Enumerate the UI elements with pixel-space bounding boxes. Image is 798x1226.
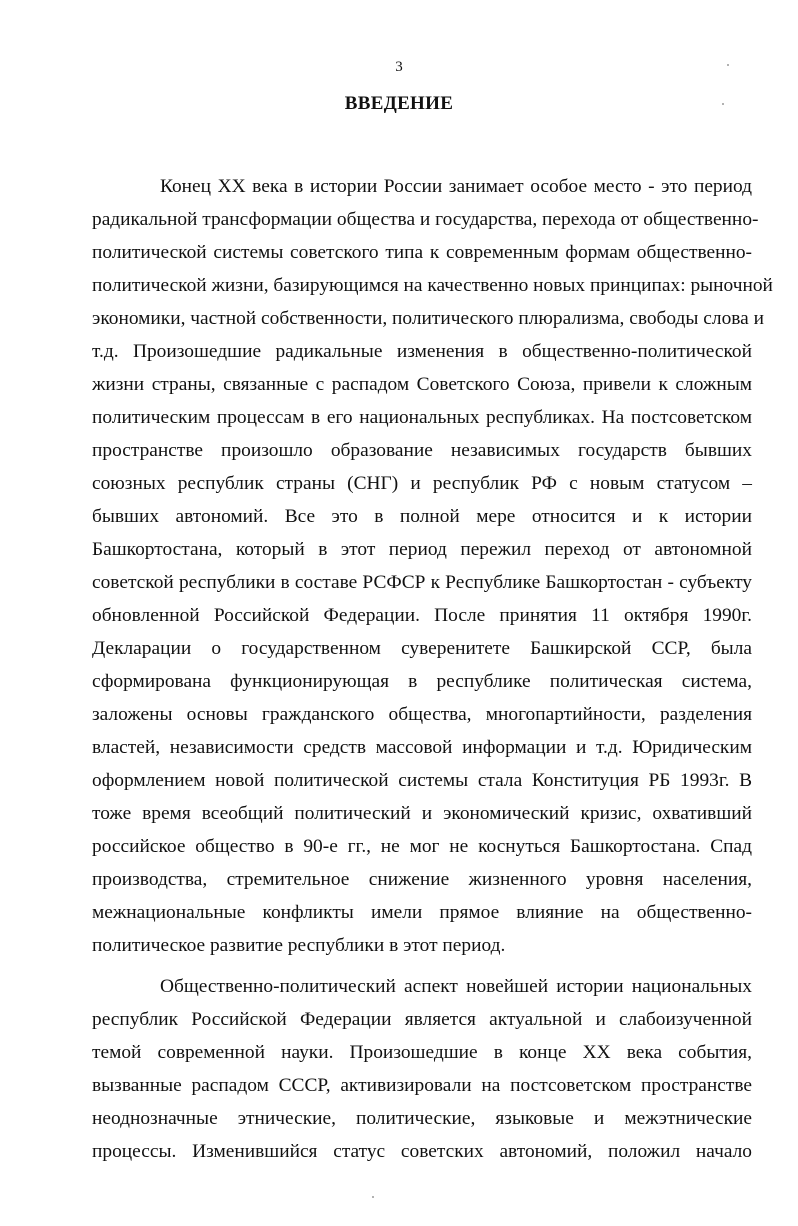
text-line: политическое развитие республики в этот период.: [92, 935, 506, 956]
text-line: процессы. Изменившийся статус советских автономий, положил начало: [92, 1141, 752, 1162]
scan-speck: [727, 64, 729, 66]
text-line: союзных республик страны (СНГ) и республик РФ с новым статусом –: [92, 473, 752, 494]
text-line: жизни страны, связанные с распадом Советского Союза, привели к сложным: [92, 374, 752, 395]
text-line: советской республики в составе РСФСР к Республике Башкортостан - субъекту: [92, 572, 752, 593]
text-line: обновленной Российской Федерации. После принятия 11 октября 1990г.: [92, 605, 752, 626]
text-line: бывших автономий. Все это в полной мере относится и к истории: [92, 506, 752, 527]
text-line: экономики, частной собственности, политического плюрализма, свободы слова и: [92, 308, 764, 329]
page-title: ВВЕДЕНИЕ: [344, 93, 454, 114]
text-line: темой современной науки. Произошедшие в конце XX века события,: [92, 1042, 752, 1063]
text-line: неоднозначные этнические, политические, языковые и межэтнические: [92, 1108, 752, 1129]
text-line: заложены основы гражданского общества, многопартийности, разделения: [92, 704, 752, 725]
scan-speck: [722, 103, 724, 105]
text-line: вызванные распадом СССР, активизировали на постсоветском пространстве: [92, 1075, 752, 1096]
text-line: Конец XX века в истории России занимает особое место - это период: [160, 176, 752, 197]
scan-speck: [372, 1196, 374, 1198]
text-line: производства, стремительное снижение жизненного уровня населения,: [92, 869, 752, 890]
text-line: Общественно-политический аспект новейшей истории национальных: [160, 976, 752, 997]
text-line: Декларации о государственном суверенитете Башкирской ССР, была: [92, 638, 752, 659]
text-line: политической системы советского типа к современным формам общественно-: [92, 242, 752, 263]
page-number: 3: [395, 59, 403, 75]
text-line: политическим процессам в его национальных республиках. На постсоветском: [92, 407, 752, 428]
text-line: т.д. Произошедшие радикальные изменения в общественно-политической: [92, 341, 752, 362]
text-line: властей, независимости средств массовой информации и т.д. Юридическим: [92, 737, 752, 758]
text-line: Башкортостана, который в этот период пережил переход от автономной: [92, 539, 752, 560]
text-line: российское общество в 90-е гг., не мог не коснуться Башкортостана. Спад: [92, 836, 752, 857]
text-line: межнациональные конфликты имели прямое влияние на общественно-: [92, 902, 752, 923]
text-line: политической жизни, базирующимся на качественно новых принципах: рыночной: [92, 275, 773, 296]
text-line: сформирована функционирующая в республике политическая система,: [92, 671, 752, 692]
text-line: тоже время всеобщий политический и экономический кризис, охвативший: [92, 803, 752, 824]
text-line: республик Российской Федерации является актуальной и слабоизученной: [92, 1009, 752, 1030]
text-line: радикальной трансформации общества и государства, перехода от общественно-: [92, 209, 759, 230]
text-line: оформлением новой политической системы стала Конституция РБ 1993г. В: [92, 770, 752, 791]
text-line: пространстве произошло образование независимых государств бывших: [92, 440, 752, 461]
